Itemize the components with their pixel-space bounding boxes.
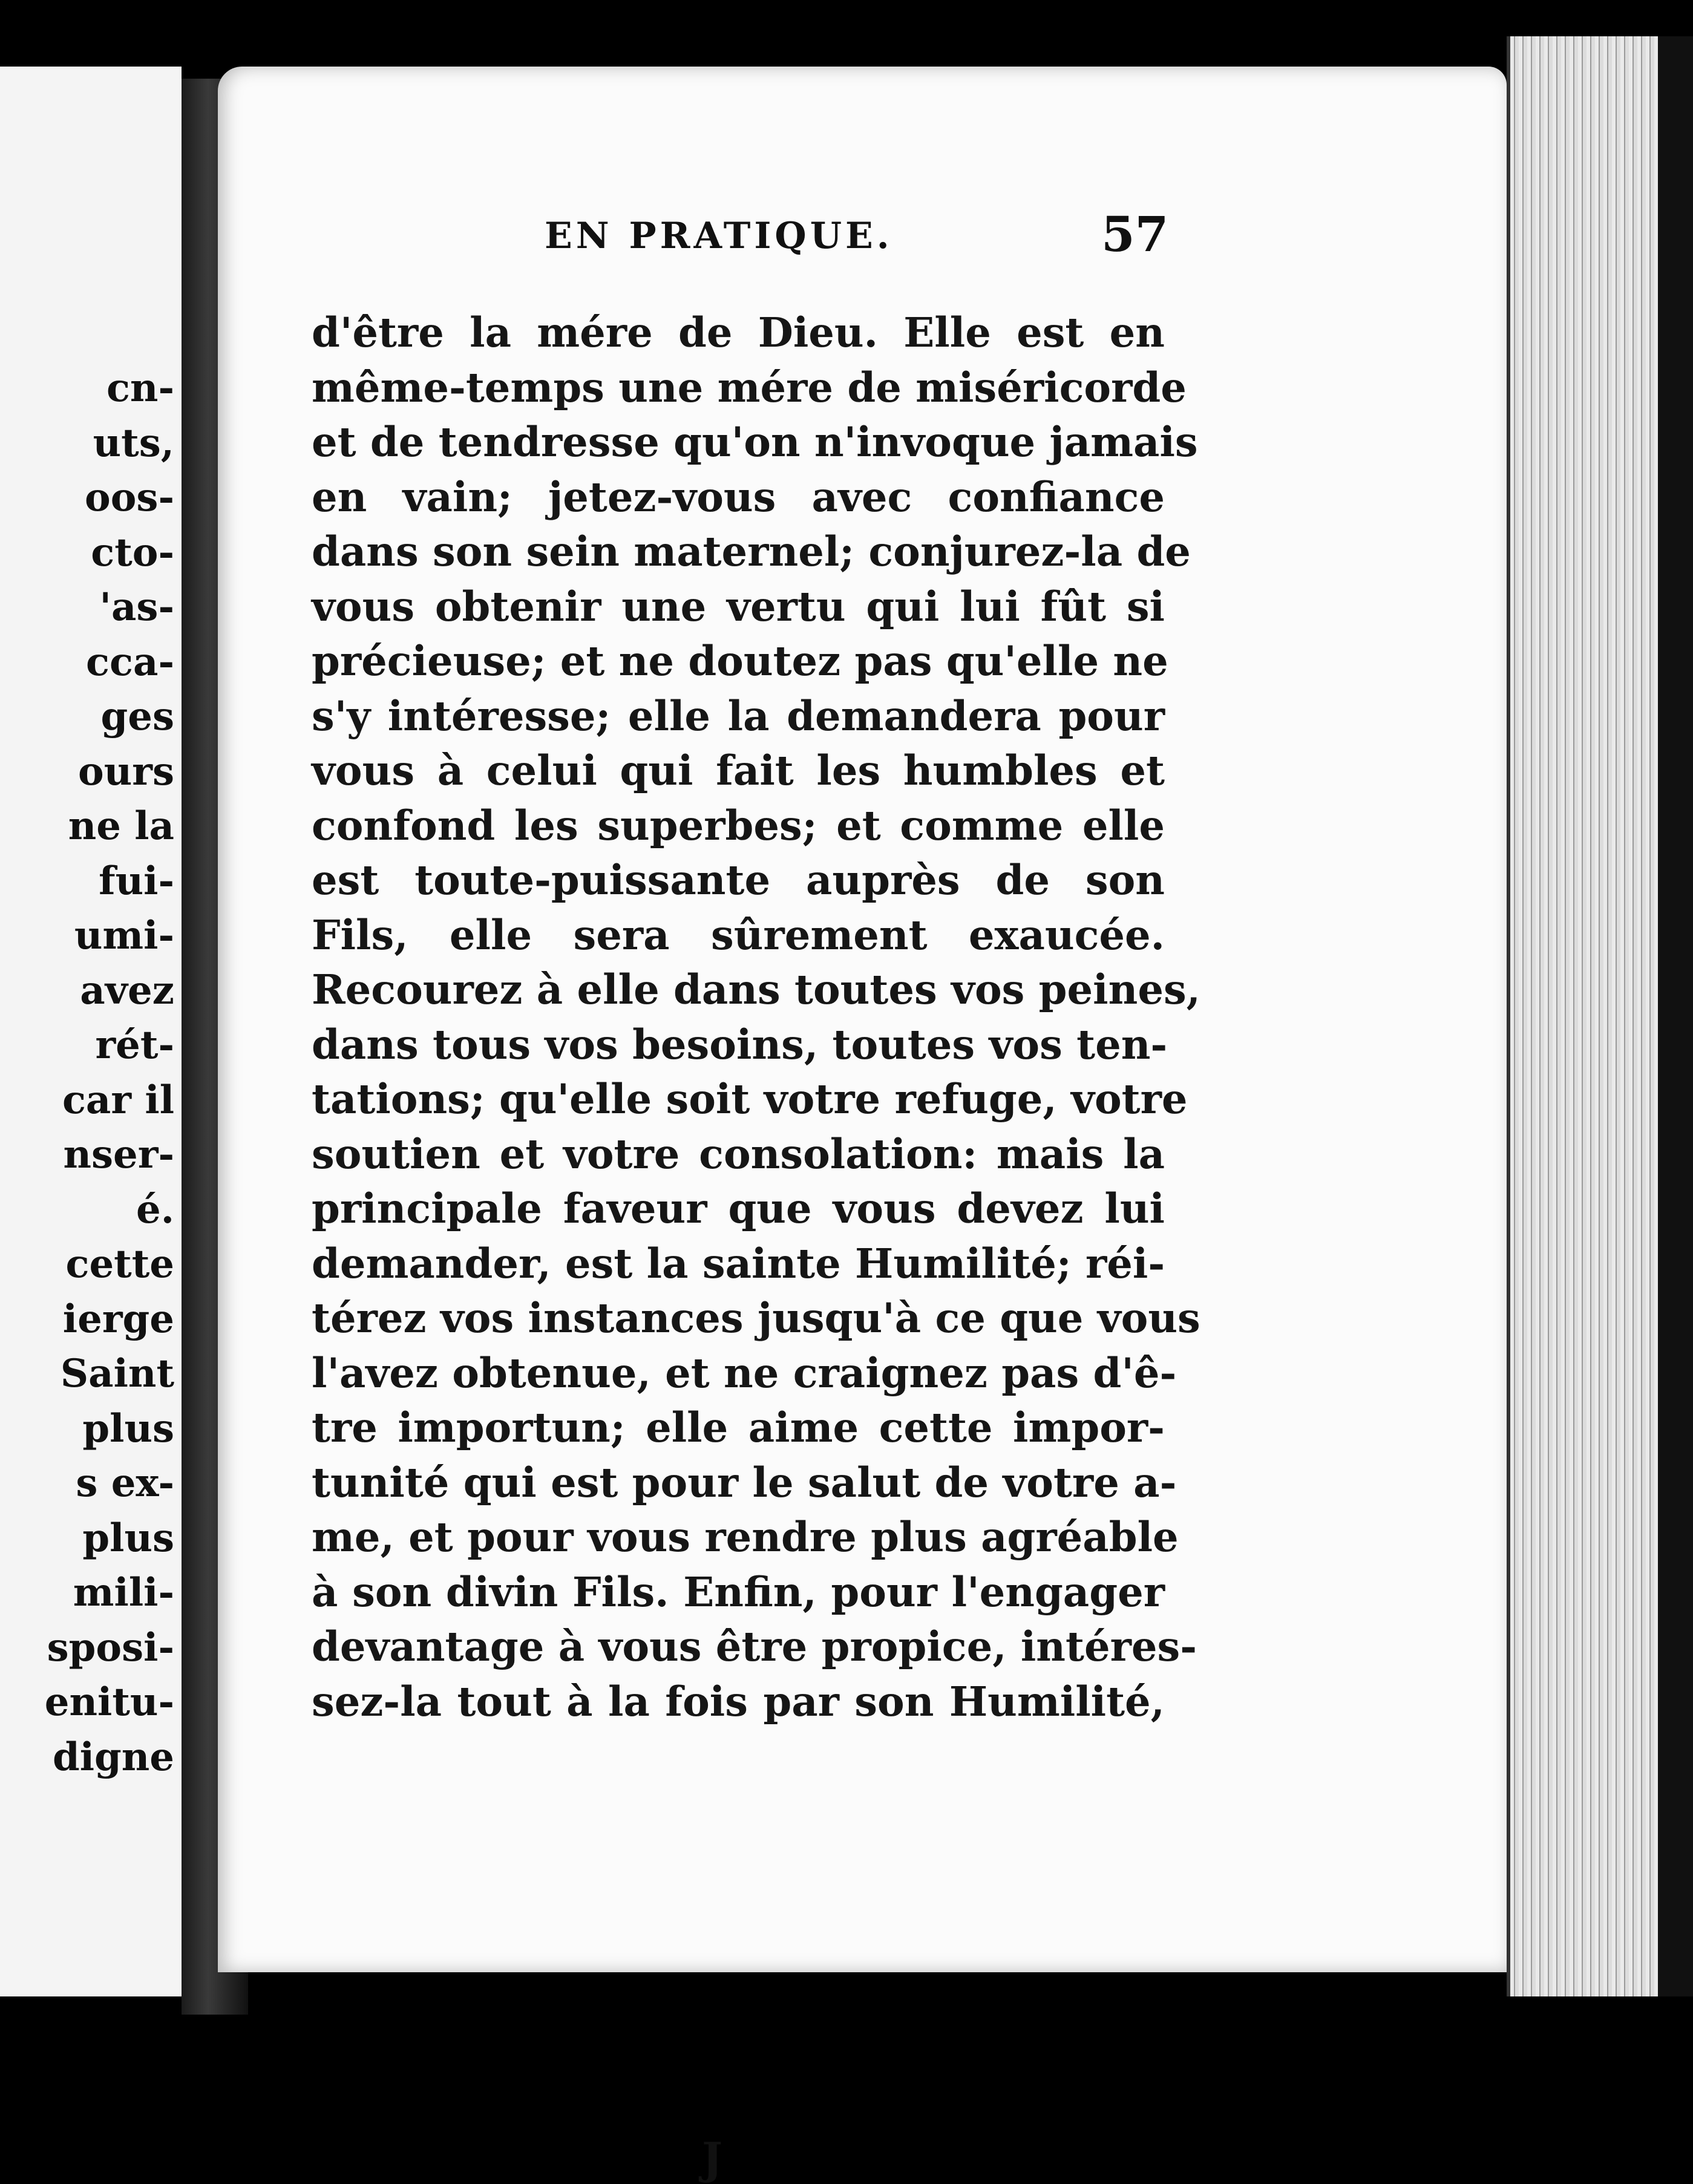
left-page-fragment: mili- <box>73 1570 174 1615</box>
text-line: térez vos instances jusqu'à ce que vous <box>312 1294 1200 1342</box>
left-page-fragment: umi- <box>74 913 174 958</box>
text-line: l'avez obtenue, et ne craignez pas d'ê- <box>312 1349 1177 1397</box>
left-page-fragment: ges <box>100 694 174 739</box>
text-line: confond les superbes; et comme elle <box>312 801 1165 849</box>
text-line: s'y intéresse; elle la demandera pour <box>312 691 1165 740</box>
left-page-fragment: nser- <box>63 1132 174 1177</box>
left-page-fragment: cette <box>65 1241 174 1287</box>
left-page-fragment: enitu- <box>44 1679 174 1725</box>
text-line: dans tous vos besoins, toutes vos ten- <box>312 1020 1168 1068</box>
text-line: principale faveur que vous devez lui <box>312 1185 1165 1232</box>
left-page-fragment: avez <box>80 967 174 1013</box>
left-page-fragment: fui- <box>99 858 174 904</box>
text-line: vous obtenir une vertu qui lui fût si <box>312 582 1165 630</box>
text-line: tre importun; elle aime cette impor- <box>312 1404 1165 1451</box>
left-page-fragment: rét- <box>95 1022 174 1068</box>
left-page-fragment: cca- <box>86 639 174 685</box>
left-page-fragment: ierge <box>62 1296 174 1342</box>
left-page-fragment: sposi- <box>47 1624 174 1670</box>
left-page-fragment: s ex- <box>76 1460 174 1506</box>
left-page-fragment: oos- <box>85 475 174 520</box>
left-page-fragment: Saint <box>60 1351 174 1396</box>
text-line: soutien et votre consolation: mais la <box>312 1130 1165 1178</box>
text-line: vous à celui qui fait les humbles et <box>312 747 1165 794</box>
signature-mark: J <box>702 2133 723 2184</box>
text-line: Fils, elle sera sûrement exaucée. <box>312 911 1165 959</box>
left-page-fragment: digne <box>52 1734 174 1780</box>
background-shadow <box>1658 36 1693 1996</box>
page-number: 57 <box>1101 206 1169 263</box>
left-page-fragment: car il <box>62 1077 174 1123</box>
text-line: demander, est la sainte Humilité; réi- <box>312 1239 1165 1287</box>
left-page-fragment: uts, <box>93 420 174 466</box>
text-line: me, et pour vous rendre plus agréable <box>312 1513 1179 1561</box>
previous-page <box>0 67 182 1996</box>
text-line: Recourez à elle dans toutes vos peines, <box>312 966 1200 1013</box>
left-page-fragment: cto- <box>91 529 174 575</box>
left-page-fragment: plus <box>82 1515 174 1561</box>
left-page-fragment: 'as- <box>99 584 174 630</box>
body-text <box>312 306 1200 1729</box>
left-page-fragment: ours <box>78 748 174 794</box>
left-page-fragment: é. <box>136 1186 174 1232</box>
running-head: EN PRATIQUE. <box>545 215 893 257</box>
left-page-fragment: cn- <box>106 365 174 411</box>
left-page-fragment: ne la <box>68 803 174 849</box>
text-line: dans son sein maternel; conjurez-la de <box>312 528 1191 575</box>
text-line: tunité qui est pour le salut de votre a- <box>312 1458 1177 1506</box>
left-page-fragment: plus <box>82 1405 174 1451</box>
page-fore-edge <box>1507 36 1668 1996</box>
text-line: même-temps une mére de miséricorde <box>312 363 1187 411</box>
text-line: à son divin Fils. Enfin, pour l'engager <box>312 1568 1165 1616</box>
text-line: d'être la mére de Dieu. Elle est en <box>312 309 1165 356</box>
text-line: en vain; jetez-vous avec confiance <box>312 472 1165 521</box>
text-line: et de tendresse qu'on n'invoque jamais <box>312 418 1198 466</box>
text-line: est toute-puissante auprès de son <box>312 856 1165 904</box>
text-line: tations; qu'elle soit votre refuge, votre <box>312 1075 1188 1123</box>
text-line: devantage à vous être propice, intéres- <box>312 1623 1197 1670</box>
text-line: précieuse; et ne doutez pas qu'elle ne <box>312 637 1168 685</box>
text-line: sez-la tout à la fois par son Humilité, <box>312 1677 1165 1725</box>
